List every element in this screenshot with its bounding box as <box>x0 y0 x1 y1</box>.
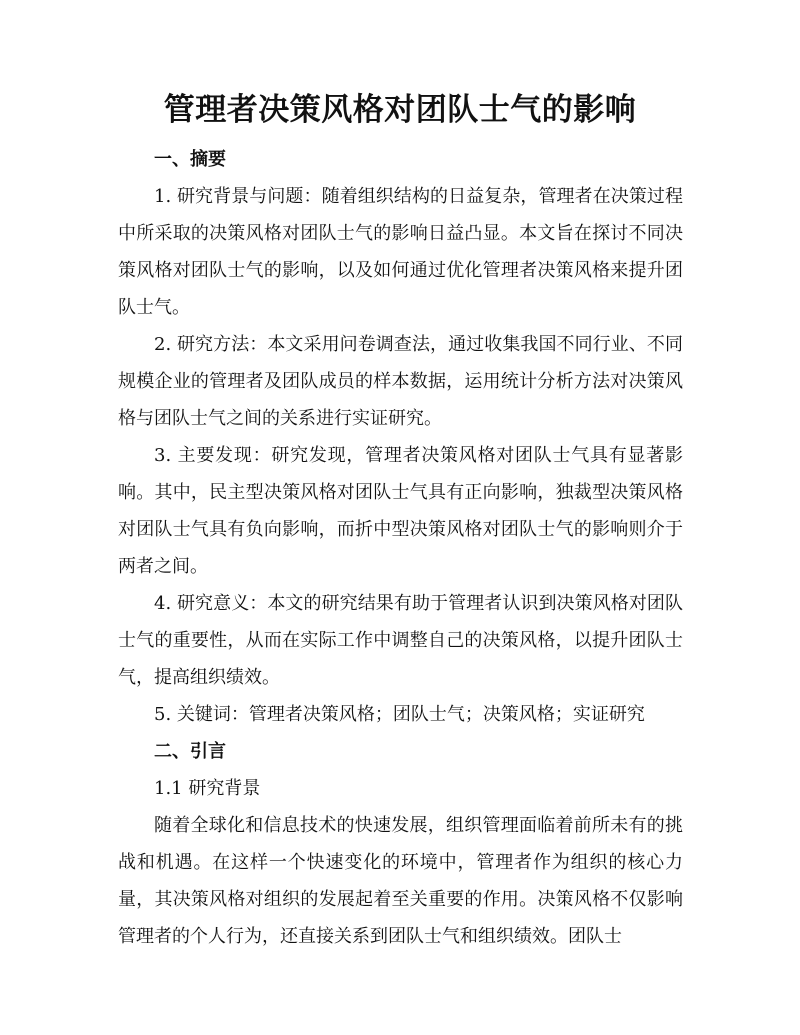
subsection-heading-background: 1.1 研究背景 <box>154 778 261 799</box>
paragraph-main-findings: 3. 主要发现：研究发现，管理者决策风格对团队士气具有显著影响。其中，民主型决策风格对团队士气具有正向影响，独裁型决策风格对团队士气具有负向影响，而折中型决策风格对团队士气的影响则介于两者之间。 <box>118 445 683 577</box>
paragraph-significance: 4. 研究意义：本文的研究结果有助于管理者认识到决策风格对团队士气的重要性，从而在实际工作中调整自己的决策风格，以提升团队士气，提高组织绩效。 <box>118 593 683 688</box>
section-introduction <box>118 733 683 955</box>
paragraph-research-background: 1. 研究背景与问题：随着组织结构的日益复杂，管理者在决策过程中所采取的决策风格对团队士气的影响日益凸显。本文旨在探讨不同决策风格对团队士气的影响，以及如何通过优化管理者决策风格来提升团队士气。 <box>118 186 683 318</box>
paragraph-keywords: 5. 关键词：管理者决策风格；团队士气；决策风格；实证研究 <box>154 704 645 725</box>
paragraph-introduction-body: 随着全球化和信息技术的快速发展，组织管理面临着前所未有的挑战和机遇。在这样一个快速变化的环境中，管理者作为组织的核心力量，其决策风格对组织的发展起着至关重要的作用。决策风格不仅影响管理者的个人行为，还直接关系到团队士气和组织绩效。团队士 <box>118 815 683 947</box>
section-abstract <box>118 141 683 733</box>
section-heading-introduction: 二、引言 <box>154 741 226 762</box>
section-heading-abstract: 一、摘要 <box>154 149 226 170</box>
paragraph-research-method: 2. 研究方法：本文采用问卷调查法，通过收集我国不同行业、不同规模企业的管理者及团队成员的样本数据，运用统计分析方法对决策风格与团队士气之间的关系进行实证研究。 <box>118 334 683 429</box>
document-title: 管理者决策风格对团队士气的影响 <box>163 92 637 128</box>
document-body <box>118 141 683 955</box>
